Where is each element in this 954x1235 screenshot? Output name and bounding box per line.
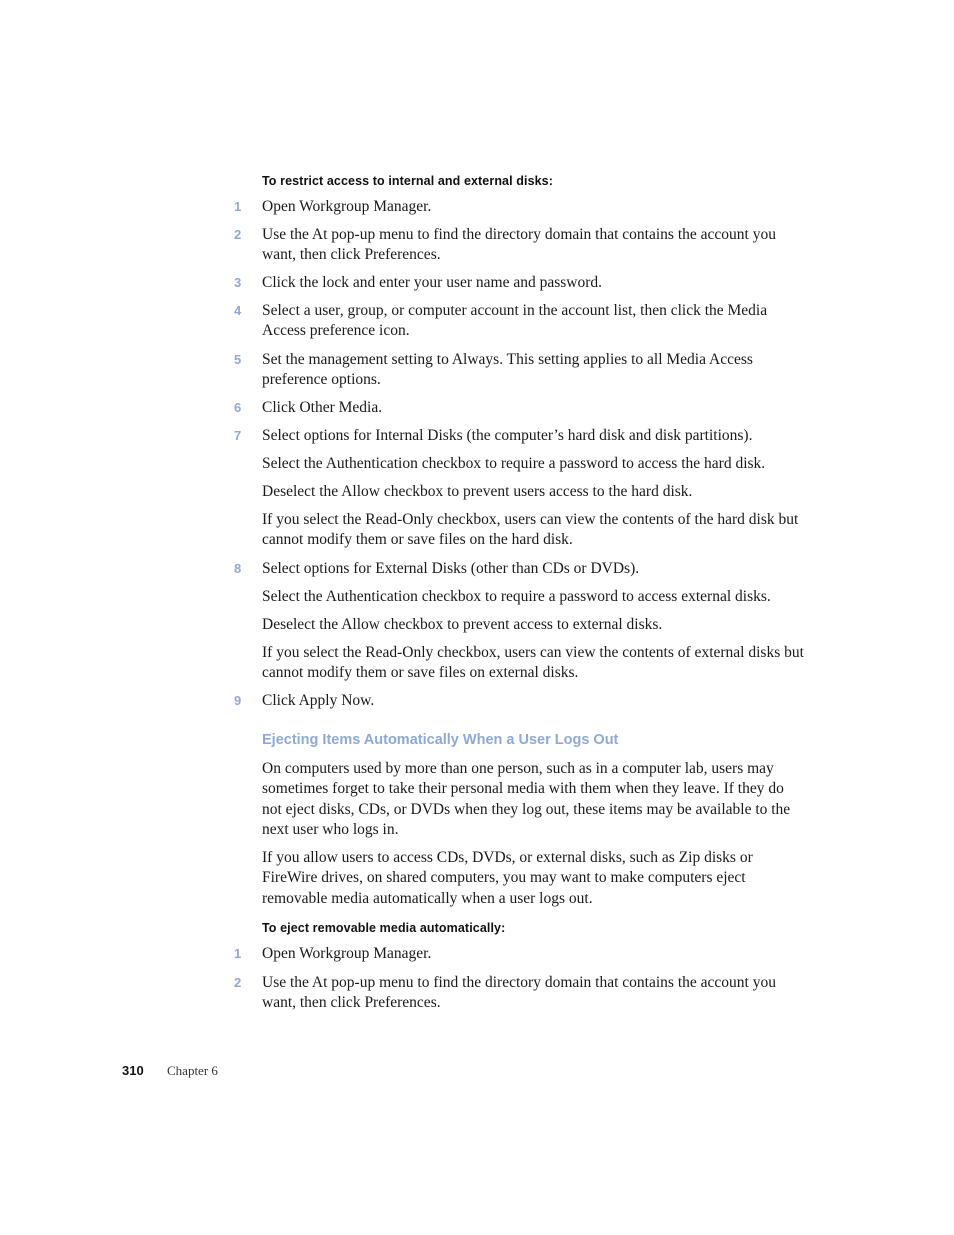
step-text: Use the At pop-up menu to find the directory domain that contains the account you want, then click Preferences. bbox=[262, 226, 776, 263]
section-heading: Ejecting Items Automatically When a User Logs Out bbox=[262, 732, 619, 748]
step-number: 8 bbox=[234, 561, 242, 576]
page-number: 310 bbox=[122, 1063, 144, 1078]
body-paragraph: If you allow users to access CDs, DVDs, or external disks, such as Zip disks or FireWire drives, on shared computers, you may want to make computers eject removable media automatically when a user logs out. bbox=[262, 849, 753, 907]
step-text: Click Other Media. bbox=[262, 399, 383, 416]
step-number: 1 bbox=[234, 946, 242, 961]
step-number: 7 bbox=[234, 428, 242, 443]
step-text: Click the lock and enter your user name and password. bbox=[262, 274, 603, 291]
step-8-note: Select the Authentication checkbox to require a password to access external disks. bbox=[262, 588, 771, 605]
step-number: 2 bbox=[234, 227, 242, 242]
chapter-label: Chapter 6 bbox=[167, 1063, 218, 1078]
step-7-note: If you select the Read-Only checkbox, users can view the contents of the hard disk but cannot modify them or save files on the hard disk. bbox=[262, 511, 799, 549]
step-number: 6 bbox=[234, 400, 242, 415]
step-text: Set the management setting to Always. This setting applies to all Media Access preference options. bbox=[262, 351, 753, 388]
step-text: Select options for External Disks (other than CDs or DVDs). bbox=[262, 560, 640, 577]
step-text: Open Workgroup Manager. bbox=[262, 198, 432, 215]
step-number: 4 bbox=[234, 303, 242, 318]
procedure-title-eject-media: To eject removable media automatically: bbox=[262, 921, 506, 935]
step-8-note: Deselect the Allow checkbox to prevent access to external disks. bbox=[262, 616, 663, 633]
step-8-note: If you select the Read-Only checkbox, users can view the contents of external disks but cannot modify them or save files on external disks. bbox=[262, 644, 804, 682]
step-text: Select options for Internal Disks (the computer’s hard disk and disk partitions). bbox=[262, 427, 753, 444]
procedure-title-restrict-access: To restrict access to internal and external disks: bbox=[262, 174, 553, 188]
step-text: Use the At pop-up menu to find the directory domain that contains the account you want, then click Preferences. bbox=[262, 974, 776, 1011]
step-number: 5 bbox=[234, 352, 242, 367]
step-7-note: Select the Authentication checkbox to require a password to access the hard disk. bbox=[262, 455, 766, 472]
body-paragraph: On computers used by more than one person, such as in a computer lab, users may sometimes forget to take their personal media with them when they leave. If they do not eject disks, CDs, or DVDs when they log out, these items may be available to the next user who logs in. bbox=[262, 760, 791, 838]
step-number: 9 bbox=[234, 693, 242, 708]
step-number: 2 bbox=[234, 975, 242, 990]
step-text: Select a user, group, or computer account in the account list, then click the Media Access preference icon. bbox=[262, 302, 768, 339]
step-7-note: Deselect the Allow checkbox to prevent users access to the hard disk. bbox=[262, 483, 693, 500]
step-text: Click Apply Now. bbox=[262, 692, 375, 709]
step-number: 3 bbox=[234, 275, 242, 290]
step-number: 1 bbox=[234, 199, 242, 214]
step-text: Open Workgroup Manager. bbox=[262, 945, 432, 962]
